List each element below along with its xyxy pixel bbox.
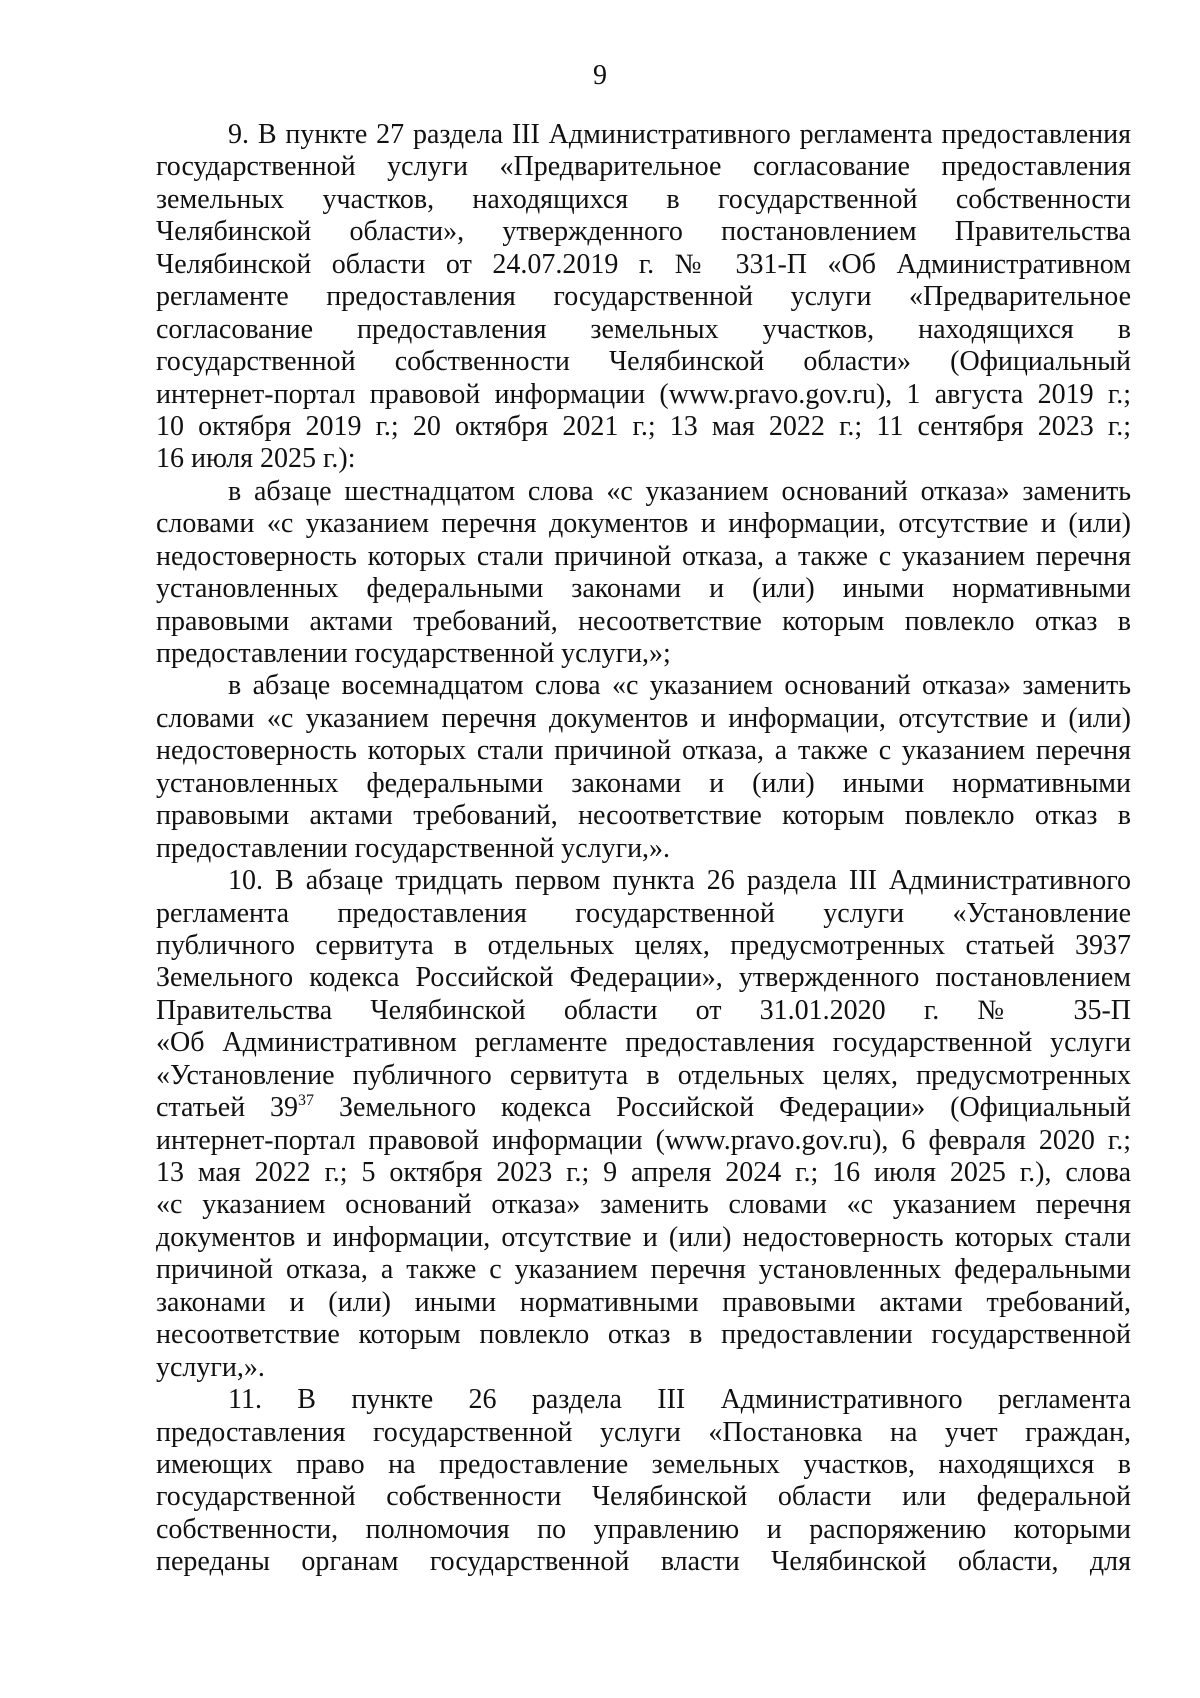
text-line: регламенте предоставления государственной услуги «Предварительное bbox=[156, 281, 1131, 313]
text-line: словами «с указанием перечня документов и информации, отсутствие и (или) bbox=[156, 508, 1131, 540]
text-line: интернет-портал правовой информации (www.pravo.gov.ru), 6 февраля 2020 г.; bbox=[156, 1124, 1131, 1156]
paragraph-item-10 bbox=[156, 865, 1131, 1384]
text-line: 16 июля 2025 г.): bbox=[156, 443, 356, 475]
text-line: регламента предоставления государственной услуги «Установление bbox=[156, 897, 1131, 929]
text-line: предоставления государственной услуги «Постановка на учет граждан, bbox=[156, 1416, 1131, 1448]
text-line: правовыми актами требований, несоответствие которым повлекло отказ в bbox=[156, 800, 1131, 832]
text-line: собственности, полномочия по управлению и распоряжению которыми bbox=[156, 1513, 1131, 1545]
text-line: согласование предоставления земельных участков, находящихся в bbox=[156, 313, 1131, 345]
superscript-37: 37 bbox=[298, 1092, 315, 1110]
text-line: несоответствие которым повлекло отказ в предоставлении государственной bbox=[156, 1319, 1131, 1351]
line-start: статьей 39 bbox=[156, 1092, 299, 1124]
document-body bbox=[156, 119, 1131, 1579]
text-line: государственной услуги «Предварительное согласование предоставления bbox=[156, 151, 1131, 183]
text-line: Челябинской области от 24.07.2019 г. № 331-П «Об Административном bbox=[156, 248, 1131, 280]
text-line: публичного сервитута в отдельных целях, предусмотренных статьей 3937 bbox=[156, 929, 1131, 961]
paragraph-abzats-18 bbox=[156, 670, 1131, 865]
text-line: услуги,». bbox=[156, 1351, 265, 1383]
text-line: 10 октября 2019 г.; 20 октября 2021 г.; 13 мая 2022 г.; 11 сентября 2023 г.; bbox=[156, 410, 1131, 442]
text-line: установленных федеральными законами и (или) иными нормативными bbox=[156, 767, 1131, 799]
text-line: недостоверность которых стали причиной отказа, а также с указанием перечня bbox=[156, 735, 1131, 767]
text-line: в абзаце восемнадцатом слова «с указанием оснований отказа» заменить bbox=[228, 670, 1131, 702]
text-line: законами и (или) иными нормативными правовыми актами требований, bbox=[156, 1286, 1131, 1318]
text-line: «с указанием оснований отказа» заменить словами «с указанием перечня bbox=[156, 1189, 1131, 1221]
paragraph-abzats-16 bbox=[156, 476, 1131, 671]
text-line: «Установление публичного сервитута в отдельных целях, предусмотренных bbox=[156, 1059, 1131, 1091]
text-line: предоставлении государственной услуги,». bbox=[156, 832, 671, 864]
text-line: предоставлении государственной услуги,»; bbox=[156, 638, 671, 669]
text-line: документов и информации, отсутствие и (или) недостоверность которых стали bbox=[156, 1221, 1131, 1253]
text-line: земельных участков, находящихся в государственной собственности bbox=[156, 183, 1131, 215]
text-line: 9. В пункте 27 раздела III Административного регламента предоставления bbox=[228, 119, 1131, 150]
paragraph-item-11 bbox=[156, 1384, 1131, 1579]
text-line: «Об Административном регламенте предоставления государственной услуги bbox=[156, 1027, 1131, 1059]
page-number: 9 bbox=[593, 60, 607, 91]
text-line: причиной отказа, а также с указанием перечня установленных федеральными bbox=[156, 1254, 1131, 1286]
text-line: имеющих право на предоставление земельных участков, находящихся в bbox=[156, 1448, 1131, 1480]
text-line: установленных федеральными законами и (или) иными нормативными bbox=[156, 573, 1131, 605]
text-line: правовыми актами требований, несоответствие которым повлекло отказ в bbox=[156, 605, 1131, 637]
text-line: недостоверность которых стали причиной отказа, а также с указанием перечня bbox=[156, 540, 1131, 572]
paragraph-item-9 bbox=[156, 119, 1131, 476]
text-line: Правительства Челябинской области от 31.01.2020 г. № 35-П bbox=[156, 994, 1131, 1026]
text-line: интернет-портал правовой информации (www.pravo.gov.ru), 1 августа 2019 г.; bbox=[156, 378, 1131, 410]
text-line: переданы органам государственной власти Челябинской области, для bbox=[156, 1546, 1131, 1578]
text-line: 13 мая 2022 г.; 5 октября 2023 г.; 9 апреля 2024 г.; 16 июля 2025 г.), слова bbox=[156, 1157, 1131, 1188]
text-line: Земельного кодекса Российской Федерации», утвержденного постановлением bbox=[156, 962, 1131, 994]
text-line: словами «с указанием перечня документов и информации, отсутствие и (или) bbox=[156, 702, 1131, 734]
text-line: 11. В пункте 26 раздела III Административного регламента bbox=[228, 1384, 1131, 1416]
text-line: 10. В абзаце тридцать первом пункта 26 раздела III Административного bbox=[228, 865, 1131, 897]
text-line-with-superscript bbox=[156, 1092, 1131, 1124]
text-line: государственной собственности Челябинской области» (Официальный bbox=[156, 346, 1131, 378]
text-line: в абзаце шестнадцатом слова «с указанием оснований отказа» заменить bbox=[228, 475, 1131, 507]
line-rest: Земельного кодекса Российской Федерации» (Официальный bbox=[314, 1092, 1131, 1124]
text-line: государственной собственности Челябинской области или федеральной bbox=[156, 1481, 1131, 1513]
text-line: Челябинской области», утвержденного постановлением Правительства bbox=[156, 216, 1131, 248]
